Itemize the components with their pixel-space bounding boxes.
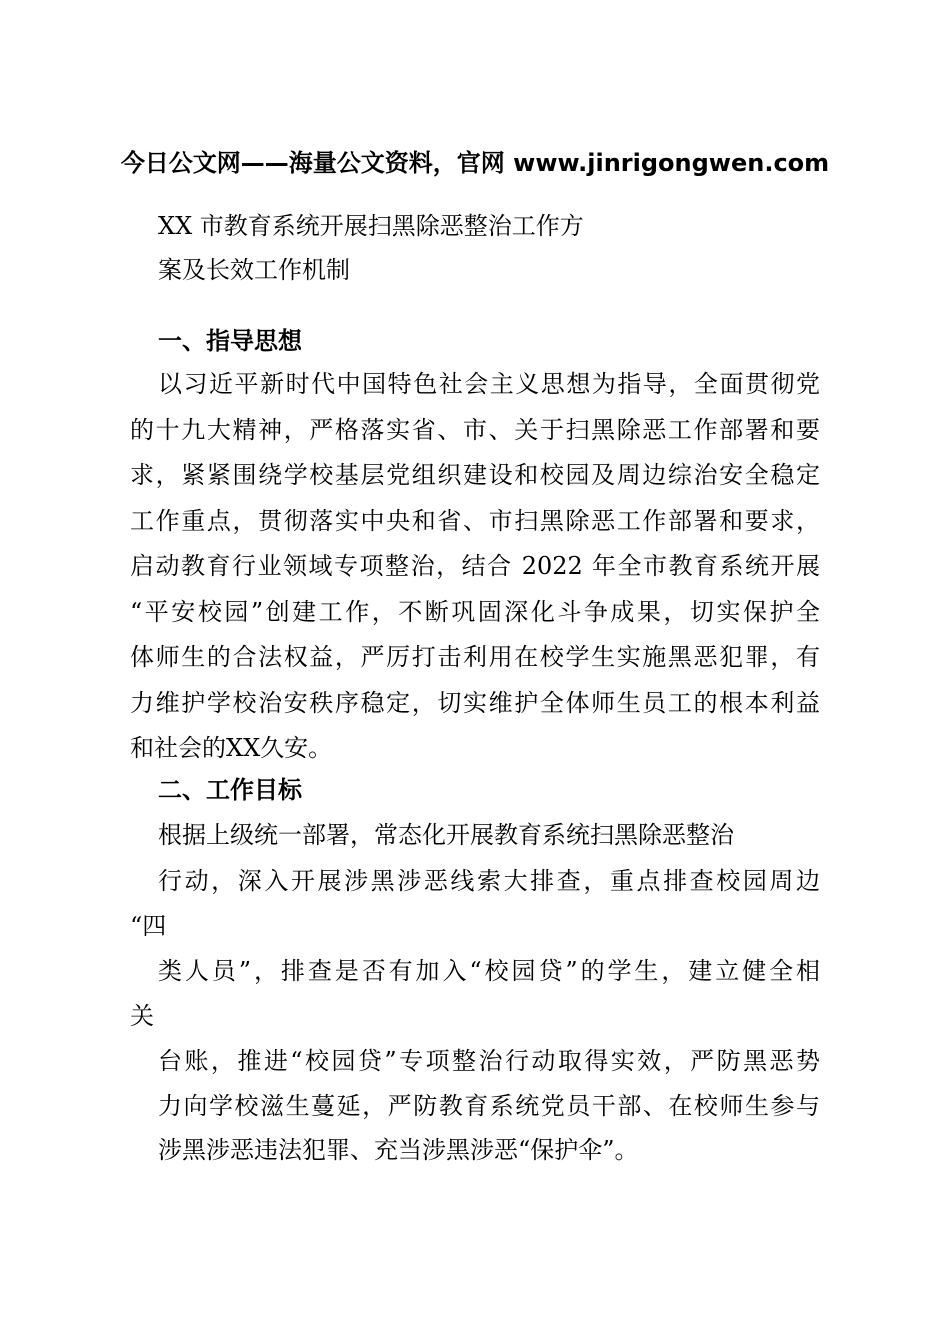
document-title-line-2: 案及长效工作机制 bbox=[158, 256, 350, 284]
section-2-line: 力向学校滋生蔓延，严防教育系统党员干部、在校师生参与 bbox=[158, 1092, 820, 1120]
document-title-line-1: XX 市教育系统开展扫黑除恶整治工作方 bbox=[158, 212, 584, 240]
section-2-line: 台账，推进“校园贷”专项整治行动取得实效，严防黑恶势 bbox=[158, 1047, 820, 1075]
section-1-line: 力维护学校治安秩序稳定，切实维护全体师生员工的根本利益 bbox=[130, 689, 820, 717]
section-2-line: 行动，深入开展涉黑涉恶线索大排查，重点排查校园周边 bbox=[158, 867, 820, 895]
section-1-line: “平安校园”创建工作，不断巩固深化斗争成果，切实保护全 bbox=[130, 598, 820, 626]
section-1-line: 和社会的XX久安。 bbox=[130, 734, 333, 762]
section-2-heading: 二、工作目标 bbox=[158, 776, 302, 804]
section-1-line: 启动教育行业领域专项整治，结合 2022 年全市教育系统开展 bbox=[130, 552, 820, 580]
section-2-line: 涉黑涉恶违法犯罪、充当涉黑涉恶“保护伞”。 bbox=[158, 1136, 639, 1164]
section-2-line: “四 bbox=[130, 912, 167, 940]
section-1-line: 工作重点，贯彻落实中央和省、市扫黑除恶工作部署和要求， bbox=[130, 507, 820, 535]
section-1-line: 体师生的合法权益，严厉打击利用在校学生实施黑恶犯罪，有 bbox=[130, 643, 820, 671]
section-1-line: 求，紧紧围绕学校基层党组织建设和校园及周边综治安全稳定 bbox=[130, 461, 820, 489]
site-banner: 今日公文网——海量公文资料，官网 www.jinrigongwen.com bbox=[120, 149, 830, 177]
section-1-heading: 一、指导思想 bbox=[158, 327, 302, 355]
section-1-line: 以习近平新时代中国特色社会主义思想为指导，全面贯彻党 bbox=[158, 370, 820, 398]
section-1-line: 的十九大精神，严格落实省、市、关于扫黑除恶工作部署和要 bbox=[130, 416, 820, 444]
section-2-line: 类人员”，排查是否有加入“校园贷”的学生，建立健全相 bbox=[158, 957, 820, 985]
section-2-line: 根据上级统一部署，常态化开展教育系统扫黑除恶整治 bbox=[158, 821, 734, 849]
section-2-line: 关 bbox=[130, 1002, 154, 1030]
